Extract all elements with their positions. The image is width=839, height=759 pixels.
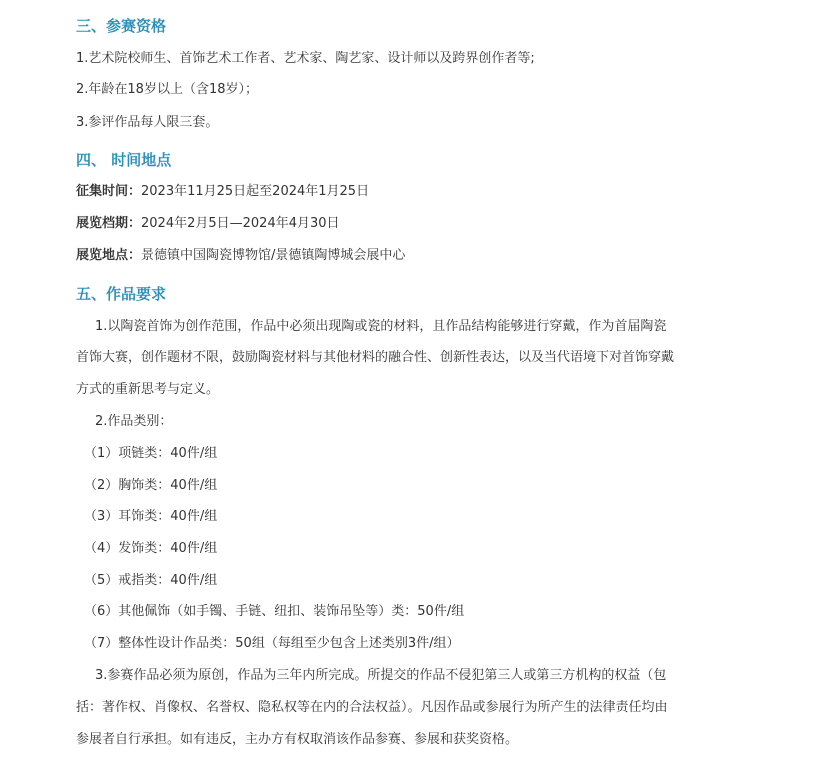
schedule-row-venue (76, 246, 405, 266)
requirement-para-line: 首饰大赛，创作题材不限，鼓励陶瓷材料与其他材料的融合性、创新性表达，以及当代语境下对首饰穿戴 (76, 350, 675, 365)
schedule-value: 2024年2月5日—2024年4月30日 (141, 216, 340, 231)
eligibility-item: 1.艺术院校师生、首饰艺术工作者、艺术家、陶艺家、设计师以及跨界创作者等; (76, 51, 535, 66)
category-item: （4）发饰类：40件/组 (84, 541, 218, 556)
schedule-label: 展览地点： (76, 248, 142, 263)
category-item: （6）其他佩饰（如手镯、手链、纽扣、装饰吊坠等）类：50件/组 (84, 604, 465, 619)
eligibility-item: 2.年龄在18岁以上（含18岁）； (76, 82, 258, 97)
section-3-heading: 三、参赛资格 (76, 17, 167, 35)
originality-para-line: 括：著作权、肖像权、名誉权、隐私权等在内的合法权益）。凡因作品或参展行为所产生的法律责任均由 (76, 700, 668, 715)
schedule-value: 2023年11月25日起至2024年1月25日 (141, 184, 370, 199)
category-item: （1）项链类：40件/组 (84, 446, 218, 461)
schedule-row-collection (76, 182, 369, 202)
schedule-label: 征集时间： (76, 184, 142, 199)
schedule-label: 展览档期： (76, 216, 142, 231)
schedule-row-exhibition-period (76, 214, 340, 234)
category-item: （5）戒指类：40件/组 (84, 573, 218, 588)
section-4-heading: 四、 时间地点 (76, 151, 172, 169)
category-item: （7）整体性设计作品类：50组（每组至少包含上述类别3件/组） (84, 636, 460, 651)
requirement-para-line: 方式的重新思考与定义。 (76, 382, 220, 397)
originality-para-line: 参展者自行承担。如有违反，主办方有权取消该作品参赛、参展和获奖资格。 (76, 732, 519, 747)
schedule-value: 景德镇中国陶瓷博物馆/景德镇陶博城会展中心 (141, 248, 406, 263)
eligibility-item: 3.参评作品每人限三套。 (76, 115, 219, 130)
category-heading: 2.作品类别： (95, 414, 173, 429)
section-5-heading: 五、作品要求 (76, 285, 167, 303)
category-item: （2）胸饰类：40件/组 (84, 478, 218, 493)
requirement-para-line: 1.以陶瓷首饰为创作范围，作品中必须出现陶或瓷的材料，且作品结构能够进行穿戴，作为首届陶瓷 (95, 319, 667, 334)
category-item: （3）耳饰类：40件/组 (84, 509, 218, 524)
originality-para-line: 3.参赛作品必须为原创，作品为三年内所完成。所提交的作品不侵犯第三人或第三方机构的权益（包 (95, 668, 667, 683)
